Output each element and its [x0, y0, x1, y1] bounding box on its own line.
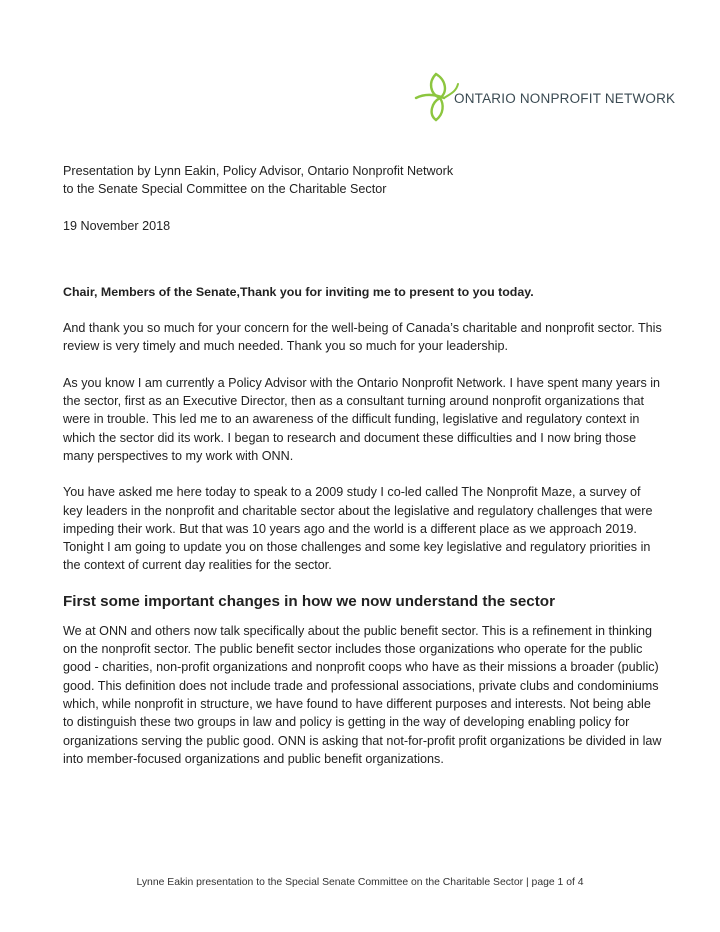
paragraph-3: You have asked me here today to speak to a 2009 study I co-led called The Nonprofit Maze, a survey of key leaders in the nonprofit and charitable sector about the legislative and regulatory challenges that were impeding their work. But that was 10 years ago and the world is a different place as we approach 2019. Tonight I am going to update you on those challenges and some key legislative and regulatory priorities in the context of current day realities for the sector.	[63, 485, 653, 573]
intro-line-1: Presentation by Lynn Eakin, Policy Advisor, Ontario Nonprofit Network	[63, 164, 454, 178]
document-body	[63, 162, 663, 786]
onn-logo	[414, 72, 676, 122]
greeting: Chair, Members of the Senate,Thank you for inviting me to present to you today.	[63, 284, 534, 299]
intro-line-2: to the Senate Special Committee on the Charitable Sector	[63, 182, 387, 197]
logo-text: ONTARIO NONPROFIT NETWORK	[454, 91, 676, 106]
page-footer: Lynne Eakin presentation to the Special Senate Committee on the Charitable Sector | page 1 of 4	[136, 877, 584, 888]
presentation-date: 19 November 2018	[63, 218, 171, 233]
paragraph-2: As you know I am currently a Policy Advisor with the Ontario Nonprofit Network. I have spent many years in the sector, first as an Executive Director, then as a consultant turning around nonprofit organizations that were in trouble. This led me to an awareness of the difficult funding, legislative and regulatory context in which the sector did its work. I began to research and document these difficulties and I now bring those many perspectives to my work with ONN.	[63, 375, 661, 463]
section-heading: First some important changes in how we now understand the sector	[63, 592, 555, 610]
paragraph-1: And thank you so much for your concern for the well-being of Canada’s charitable and nonprofit sector. This review is very timely and much needed. Thank you so much for your leadership.	[63, 321, 662, 354]
intro-block	[63, 162, 663, 199]
section-paragraph: We at ONN and others now talk specifically about the public benefit sector. This is a refinement in thinking on the nonprofit sector. The public benefit sector includes those organizations who operate for the public good - charities, non-profit organizations and nonprofit coops who have as their missions a broader (public) good. This definition does not include trade and professional associations, private clubs and condominiums which, while nonprofit in structure, we have found to have different purposes and interests. Not being able to distinguish these two groups in law and policy is getting in the way of developing enabling policy for organizations serving the public good. ONN is asking that not-for-profit profit organizations be divided in law into member-focused organizations and public benefit organizations.	[63, 623, 662, 766]
